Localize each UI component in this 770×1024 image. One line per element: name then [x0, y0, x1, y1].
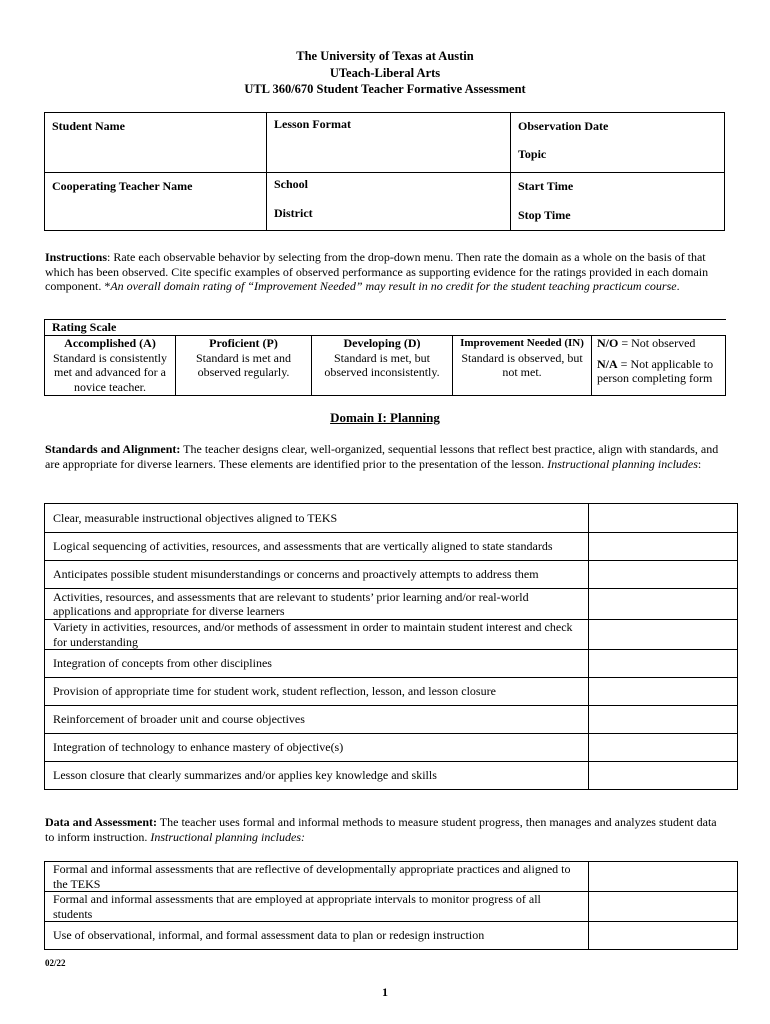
school-label: School — [274, 177, 309, 191]
criteria-text: Formal and informal assessments that are employed at appropriate intervals to monitor progress of all students — [45, 892, 589, 922]
rating-dropdown[interactable] — [589, 678, 738, 706]
criteria-row — [45, 561, 738, 589]
criteria-row — [45, 922, 738, 950]
rating-dropdown[interactable] — [589, 762, 738, 790]
observation-date-topic-cell[interactable] — [511, 113, 725, 173]
standards-alignment-text: Standards and Alignment: The teacher designs clear, well-organized, sequential lessons that reflect best practice, align with standards, and are appropriate for diverse learners. These elements are identified prior to the presentation of the lesson. Instructional planning includes: — [45, 442, 719, 471]
university-name: The University of Texas at Austin — [296, 49, 474, 63]
criteria-row — [45, 589, 738, 620]
criteria-text: Formal and informal assessments that are reflective of developmentally appropriate practices and aligned to the TEKS — [45, 862, 589, 892]
criteria-text: Clear, measurable instructional objectives aligned to TEKS — [45, 504, 589, 533]
criteria-text: Provision of appropriate time for student work, student reflection, lesson, and lesson closure — [45, 678, 589, 706]
rating-not-observed: N/O = Not observed N/A = Not applicable to person completing form — [592, 335, 726, 395]
rating-dropdown[interactable] — [589, 589, 738, 620]
rating-dropdown[interactable] — [589, 504, 738, 533]
lesson-format-field[interactable]: Lesson Format — [267, 113, 511, 173]
criteria-row — [45, 620, 738, 650]
page-number: 1 — [382, 985, 388, 999]
criteria-text: Lesson closure that clearly summarizes and/or applies key knowledge and skills — [45, 762, 589, 790]
rating-improvement-needed: Improvement Needed (IN) Standard is observed, but not met. — [453, 335, 592, 395]
domain-title: Domain I: Planning — [330, 410, 440, 425]
cooperating-teacher-field[interactable]: Cooperating Teacher Name — [45, 173, 267, 231]
revision-code: 02/22 — [45, 958, 66, 968]
criteria-row — [45, 734, 738, 762]
criteria-row — [45, 862, 738, 892]
student-name-field[interactable]: Student Name — [45, 113, 267, 173]
topic-label: Topic — [518, 147, 547, 162]
stop-time-label: Stop Time — [518, 208, 571, 223]
rating-dropdown[interactable] — [589, 650, 738, 678]
rating-scale-table — [44, 319, 726, 396]
criteria-text: Integration of concepts from other disciplines — [45, 650, 589, 678]
form-title: UTL 360/670 Student Teacher Formative Assessment — [244, 82, 526, 96]
standards-criteria-table — [44, 503, 738, 790]
criteria-text: Activities, resources, and assessments that are relevant to students’ prior learning and/or real-world applications and appropriate for diverse learners — [45, 589, 589, 620]
data-assessment-text: Data and Assessment: The teacher uses formal and informal methods to measure student progress, then manages and analyzes student data to inform instruction. Instructional planning includes: — [45, 815, 717, 844]
program-name: UTeach-Liberal Arts — [329, 65, 441, 80]
criteria-row — [45, 706, 738, 734]
criteria-text: Reinforcement of broader unit and course objectives — [45, 706, 589, 734]
rating-dropdown[interactable] — [589, 620, 738, 650]
criteria-row — [45, 678, 738, 706]
rating-dropdown[interactable] — [589, 922, 738, 950]
observation-date-label: Observation Date — [518, 119, 609, 133]
criteria-text: Anticipates possible student misunderstandings or concerns and proactively attempts to address them — [45, 561, 589, 589]
school-district-cell[interactable] — [267, 173, 511, 231]
criteria-text: Integration of technology to enhance mastery of objective(s) — [45, 734, 589, 762]
rating-dropdown[interactable] — [589, 561, 738, 589]
rating-dropdown[interactable] — [589, 892, 738, 922]
rating-developing: Developing (D) Standard is met, but observed inconsistently. — [312, 335, 453, 395]
district-label: District — [274, 206, 313, 221]
document-header — [0, 48, 770, 98]
rating-dropdown[interactable] — [589, 706, 738, 734]
rating-dropdown[interactable] — [589, 862, 738, 892]
criteria-text: Variety in activities, resources, and/or methods of assessment in order to maintain student interest and check for understanding — [45, 620, 589, 650]
start-time-label: Start Time — [518, 179, 574, 193]
criteria-row — [45, 650, 738, 678]
start-stop-time-cell[interactable] — [511, 173, 725, 231]
criteria-row — [45, 892, 738, 922]
data-assessment-criteria-table — [44, 861, 738, 950]
observation-info-table — [44, 112, 725, 231]
rating-proficient: Proficient (P) Standard is met and observed regularly. — [176, 335, 312, 395]
criteria-row — [45, 504, 738, 533]
criteria-text: Logical sequencing of activities, resources, and assessments that are vertically aligned to state standards — [45, 533, 589, 561]
criteria-text: Use of observational, informal, and formal assessment data to plan or redesign instruction — [45, 922, 589, 950]
rating-scale-title: Rating Scale — [45, 320, 726, 336]
rating-dropdown[interactable] — [589, 734, 738, 762]
rating-accomplished: Accomplished (A) Standard is consistently met and advanced for a novice teacher. — [45, 335, 176, 395]
criteria-row — [45, 533, 738, 561]
criteria-row — [45, 762, 738, 790]
instructions-text: Instructions: Rate each observable behavior by selecting from the drop-down menu. Then rate the domain as a whole on the basis of that which has been observed. Cite specific examples of observed performance as supporting evidence for the ratings provided in each domain component. *An overall domain rating of “Improvement Needed” may result in no credit for the student teaching practicum course. — [45, 250, 709, 294]
rating-dropdown[interactable] — [589, 533, 738, 561]
